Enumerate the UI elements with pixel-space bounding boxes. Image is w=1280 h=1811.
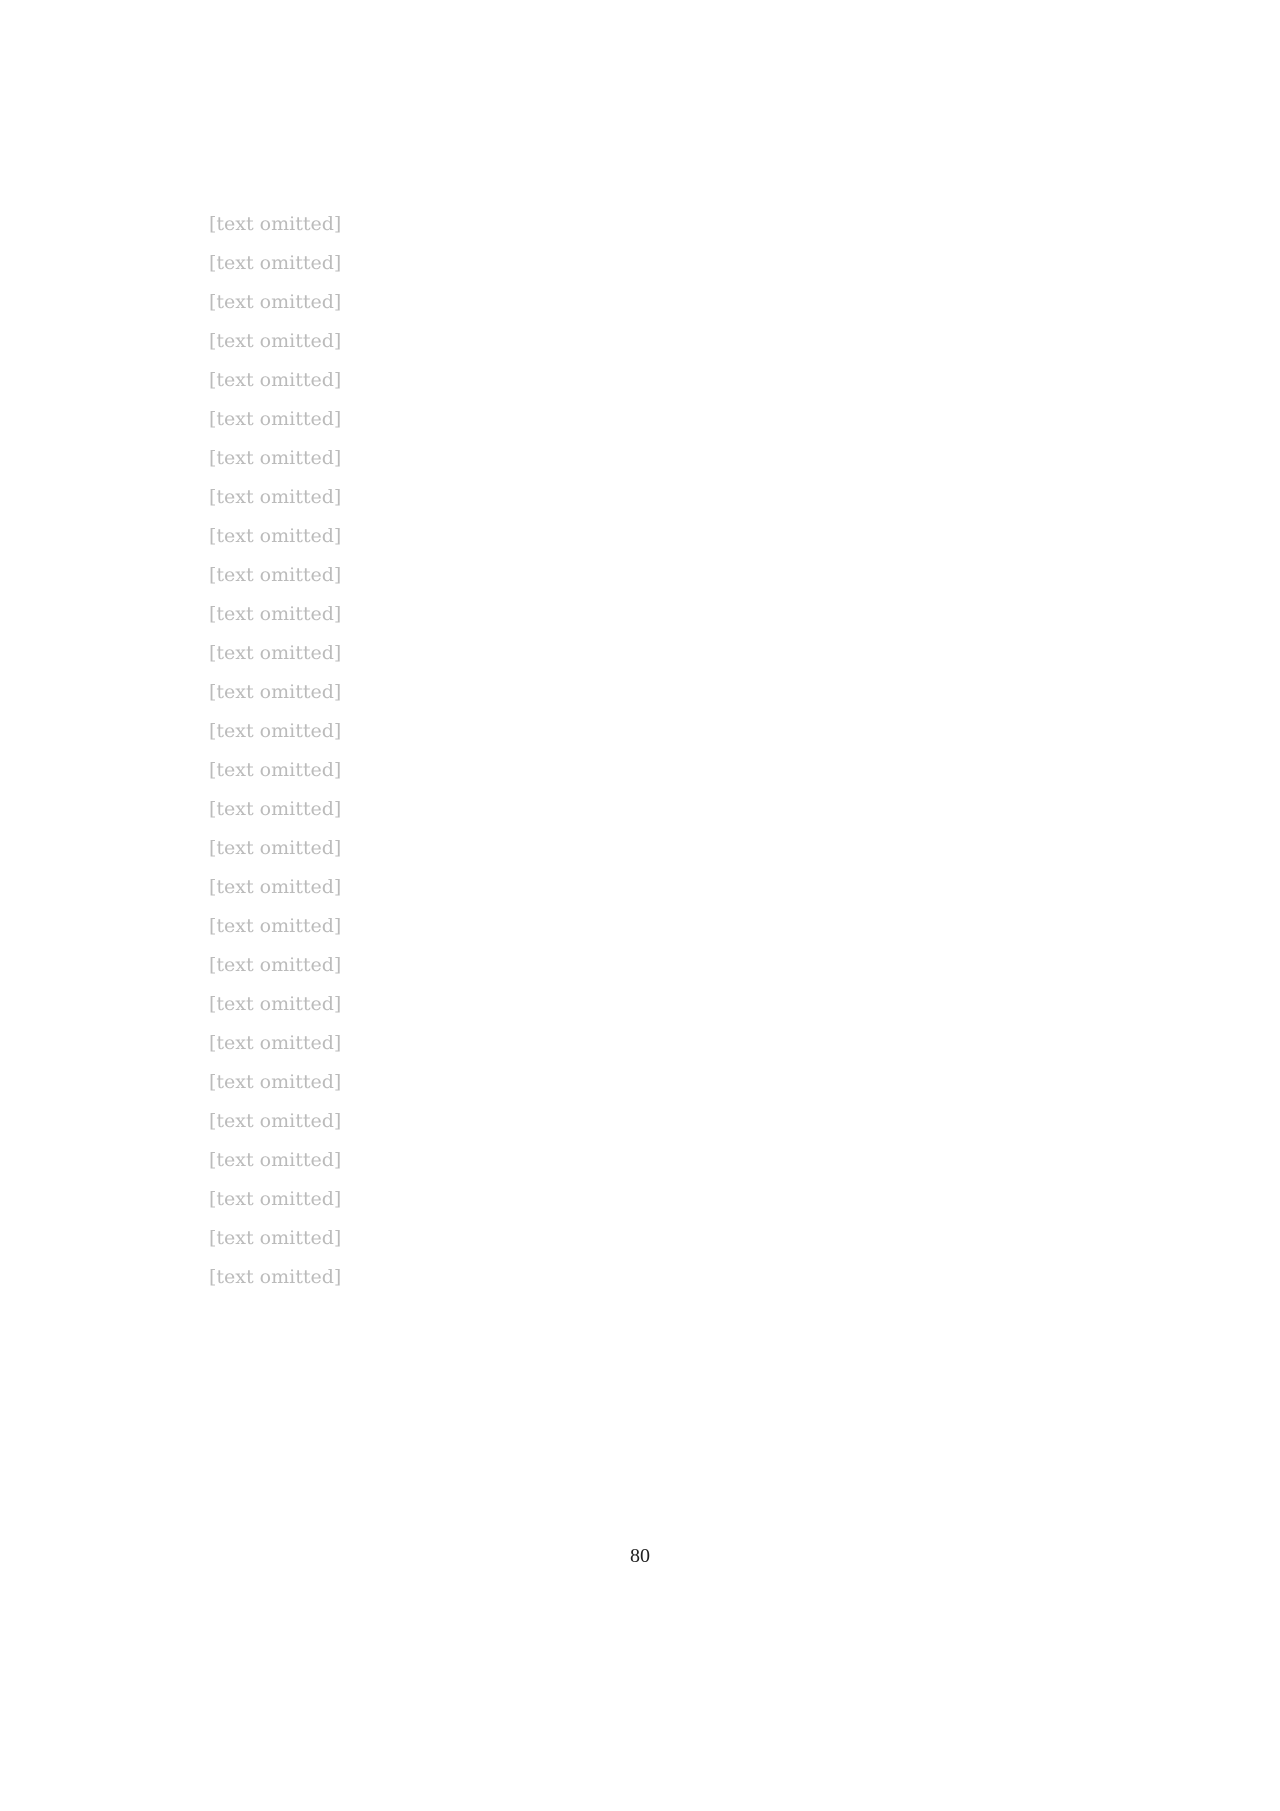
paragraph-placeholder: [text omitted] <box>209 252 342 274</box>
paragraph-placeholder: [text omitted] <box>209 408 342 430</box>
paragraph-placeholder: [text omitted] <box>209 954 342 976</box>
paragraph-placeholder: [text omitted] <box>209 564 342 586</box>
paragraph-placeholder: [text omitted] <box>209 1149 342 1171</box>
paragraph-placeholder: [text omitted] <box>209 1110 342 1132</box>
paragraph-placeholder: [text omitted] <box>209 876 342 898</box>
paragraph-placeholder: [text omitted] <box>209 798 342 820</box>
paragraph-placeholder: [text omitted] <box>209 1266 342 1288</box>
paragraph-placeholder: [text omitted] <box>209 993 342 1015</box>
paragraph-placeholder: [text omitted] <box>209 291 342 313</box>
paragraph-placeholder: [text omitted] <box>209 603 342 625</box>
paragraph-placeholder: [text omitted] <box>209 837 342 859</box>
paragraph-placeholder: [text omitted] <box>209 642 342 664</box>
paragraph-placeholder: [text omitted] <box>209 915 342 937</box>
paragraph-placeholder: [text omitted] <box>209 486 342 508</box>
paragraph-placeholder: [text omitted] <box>209 369 342 391</box>
paragraph-placeholder: [text omitted] <box>209 1188 342 1210</box>
paragraph-placeholder: [text omitted] <box>209 447 342 469</box>
paragraph-placeholder: [text omitted] <box>209 759 342 781</box>
paragraph-placeholder: [text omitted] <box>209 525 342 547</box>
paragraph-placeholder: [text omitted] <box>209 1071 342 1093</box>
paragraph-placeholder: [text omitted] <box>209 1032 342 1054</box>
paragraph-placeholder: [text omitted] <box>209 681 342 703</box>
paragraph-placeholder: [text omitted] <box>209 1227 342 1249</box>
body-text <box>190 205 1090 1297</box>
paragraph-placeholder: [text omitted] <box>209 213 342 235</box>
paragraph-placeholder: [text omitted] <box>209 330 342 352</box>
page-number: 80 <box>630 1545 650 1567</box>
paragraph-placeholder: [text omitted] <box>209 720 342 742</box>
